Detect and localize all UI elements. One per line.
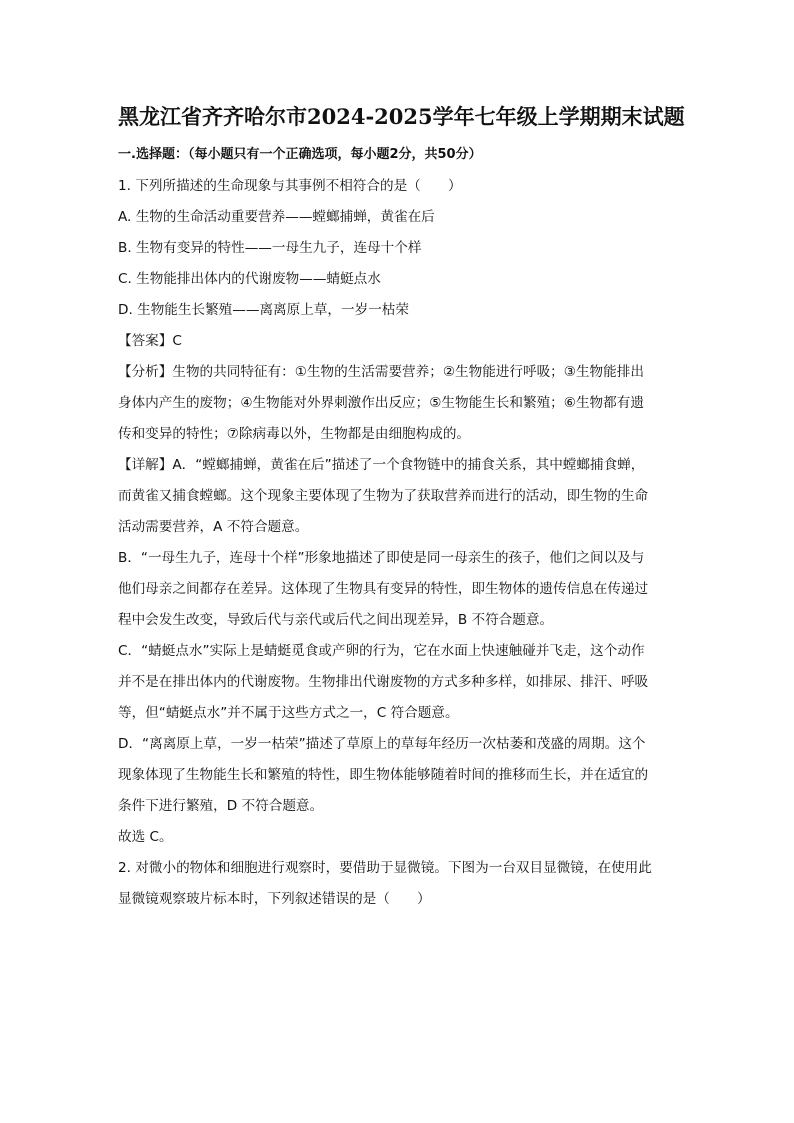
q1-explanation-line: C．“蜻蜓点水”实际上是蜻蜓觅食或产卵的行为，它在水面上快速触碰并飞走，这个动作 <box>118 643 645 659</box>
q1-explanation-line: 程中会发生改变，导致后代与亲代或后代之间出现差异，B 不符合题意。 <box>118 612 554 628</box>
q1-explanation-line: D．“离离原上草，一岁一枯荣”描述了草原上的草每年经历一次枯萎和茂盛的周期。这个 <box>118 736 646 752</box>
q1-explanation-line: 活动需要营养，A 不符合题意。 <box>118 519 309 535</box>
q1-option-a: A. 生物的生命活动重要营养——螳螂捕蝉，黄雀在后 <box>118 209 435 225</box>
q2-stem-line: 2. 对微小的物体和细胞进行观察时，要借助于显微镜。下图为一台双目显微镜，在使用此 <box>118 860 652 876</box>
q1-stem: 1. 下列所描述的生命现象与其事例不相符合的是（ ） <box>118 178 462 194</box>
q1-option-b: B. 生物有变异的特性——一母生九子，连母十个样 <box>118 240 422 256</box>
section-heading: 一.选择题：（每小题只有一个正确选项，每小题2分，共50分） <box>118 147 482 162</box>
q1-explanation-line: B．“一母生九子，连母十个样”形象地描述了即使是同一母亲生的孩子，他们之间以及与 <box>118 550 645 566</box>
q1-explanation-line: 现象体现了生物能生长和繁殖的特性，即生物体能够随着时间的推移而生长，并在适宜的 <box>118 767 649 783</box>
q1-option-d: D. 生物能生长繁殖——离离原上草，一岁一枯荣 <box>118 302 409 318</box>
q1-option-c: C. 生物能排出体内的代谢废物——蜻蜓点水 <box>118 271 381 287</box>
q1-conclusion: 故选 C。 <box>118 829 173 845</box>
q1-explanation-line: 条件下进行繁殖，D 不符合题意。 <box>118 798 324 814</box>
q1-explanation-line: 他们母亲之间都存在差异。这体现了生物具有变异的特性，即生物体的遗传信息在传递过 <box>118 581 649 597</box>
q1-answer: 【答案】C <box>118 333 182 349</box>
page-title: 黑龙江省齐齐哈尔市2024-2025学年七年级上学期期末试题 <box>118 104 685 129</box>
q1-analysis-line: 身体内产生的废物；④生物能对外界刺激作出反应；⑤生物能生长和繁殖；⑥生物都有遗 <box>118 395 644 411</box>
q1-analysis-line: 【分析】生物的共同特征有：①生物的生活需要营养；②生物能进行呼吸；③生物能排出 <box>118 364 644 380</box>
q1-explanation-line: 等，但“蜻蜓点水”并不属于这些方式之一，C 符合题意。 <box>118 705 459 721</box>
q2-stem-line: 显微镜观察玻片标本时，下列叙述错误的是（ ） <box>118 891 431 907</box>
q1-explanation-line: 而黄雀又捕食螳螂。这个现象主要体现了生物为了获取营养而进行的活动，即生物的生命 <box>118 488 649 504</box>
q1-analysis-line: 传和变异的特性；⑦除病毒以外，生物都是由细胞构成的。 <box>118 426 471 442</box>
q1-explanation-line: 并不是在排出体内的代谢废物。生物排出代谢废物的方式多种多样，如排尿、排汗、呼吸 <box>118 674 649 690</box>
q1-explanation-line: 【详解】A．“螳螂捕蝉，黄雀在后”描述了一个食物链中的捕食关系，其中螳螂捕食蝉， <box>118 457 645 473</box>
